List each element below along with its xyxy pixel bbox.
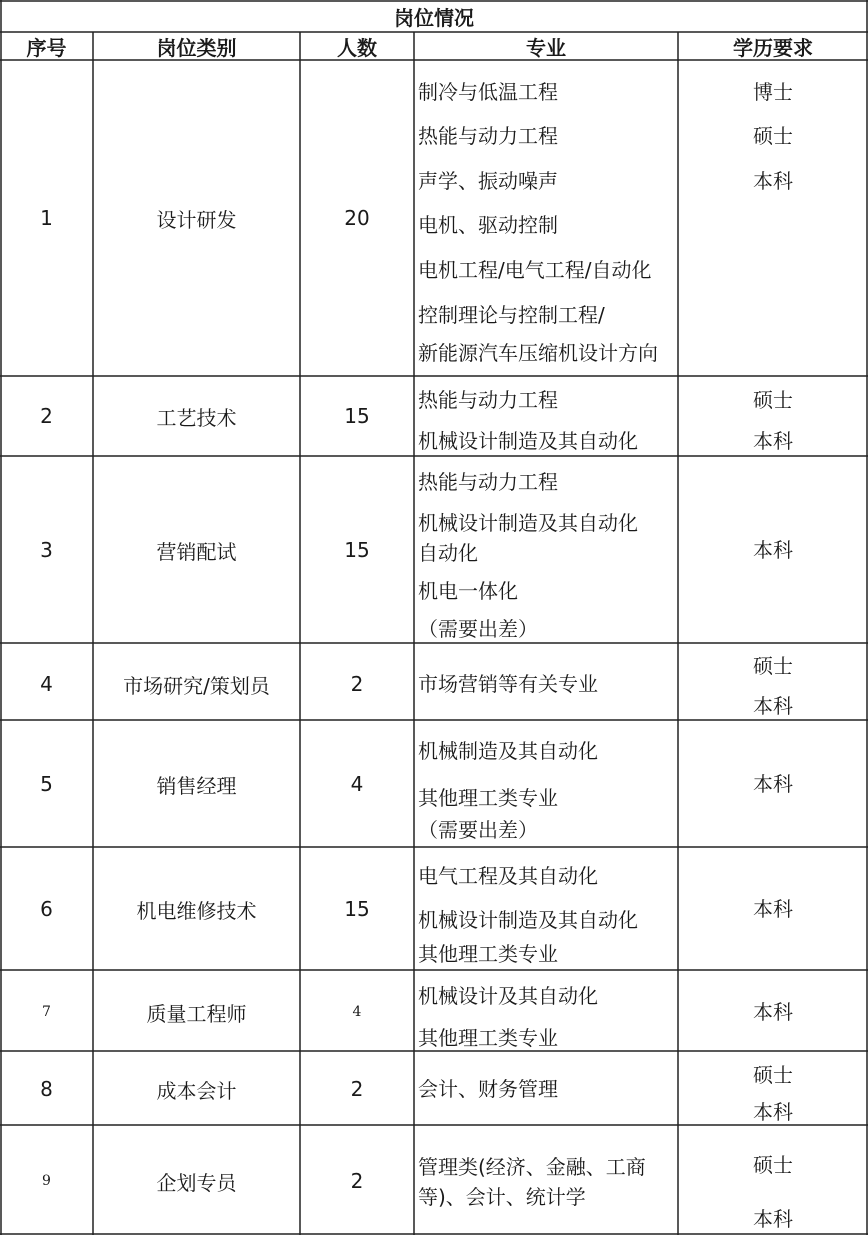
row-major-cell xyxy=(414,643,678,720)
row-count-cell: 4 xyxy=(352,1004,362,1020)
education-line: 本科 xyxy=(753,772,793,796)
education-line: 硕士 xyxy=(753,1063,793,1087)
row-count-cell: 15 xyxy=(344,897,370,921)
row-category-cell: 销售经理 xyxy=(156,773,237,798)
row-category-cell: 营销配试 xyxy=(156,539,237,564)
row-major-cell xyxy=(414,1125,678,1235)
major-line: （需要出差） xyxy=(418,617,538,641)
row-education-cell xyxy=(678,847,868,970)
row-count-cell: 2 xyxy=(350,1077,364,1101)
row-major-cell xyxy=(414,376,678,456)
major-line: 热能与动力工程 xyxy=(418,124,558,148)
row-index-cell: 2 xyxy=(40,404,53,428)
row-major-cell xyxy=(414,1051,678,1125)
row-major-cell xyxy=(414,720,678,847)
table-title: 岗位情况 xyxy=(394,5,474,30)
row-category-cell: 成本会计 xyxy=(156,1078,237,1103)
education-line: 硕士 xyxy=(753,124,793,148)
row-category-cell: 工艺技术 xyxy=(156,405,237,430)
education-line: 硕士 xyxy=(753,388,793,412)
major-line: 机械设计制造及其自动化 xyxy=(418,429,638,453)
row-education-cell xyxy=(678,376,868,456)
row-index-cell: 4 xyxy=(40,672,53,696)
row-education-cell xyxy=(678,970,868,1051)
header-count: 人数 xyxy=(337,35,377,60)
major-line: 机械设计及其自动化 xyxy=(418,984,598,1008)
row-category-cell: 质量工程师 xyxy=(146,1001,247,1026)
education-line: 本科 xyxy=(753,694,793,718)
education-line: 本科 xyxy=(753,169,793,193)
major-line: 管理类(经济、金融、工商 xyxy=(418,1155,646,1179)
education-line: 本科 xyxy=(753,1000,793,1024)
major-line: 机械设计制造及其自动化 xyxy=(418,511,638,535)
row-major-cell xyxy=(414,970,678,1051)
major-line: 等)、会计、统计学 xyxy=(418,1185,586,1209)
education-line: 本科 xyxy=(753,1100,793,1124)
major-line: 电机工程/电气工程/自动化 xyxy=(418,258,652,282)
major-line: 电机、驱动控制 xyxy=(418,213,558,237)
major-line: （需要出差） xyxy=(418,818,538,842)
row-count-cell: 15 xyxy=(344,538,370,562)
row-count-cell: 2 xyxy=(350,672,364,696)
row-count-cell: 2 xyxy=(350,1169,364,1193)
row-major-cell xyxy=(414,456,678,643)
major-line: 机械制造及其自动化 xyxy=(418,739,598,763)
row-index-cell: 8 xyxy=(40,1077,53,1101)
row-category-cell: 机电维修技术 xyxy=(136,898,257,923)
major-line: 自动化 xyxy=(418,541,478,565)
row-index-cell: 7 xyxy=(42,1004,51,1020)
row-education-cell xyxy=(678,1051,868,1125)
major-line: 机电一体化 xyxy=(418,579,518,603)
header-index: 序号 xyxy=(26,35,67,60)
education-line: 硕士 xyxy=(753,654,793,678)
major-line: 其他理工类专业 xyxy=(418,786,558,810)
education-line: 硕士 xyxy=(753,1153,793,1177)
row-education-cell xyxy=(678,1125,868,1235)
major-line: 电气工程及其自动化 xyxy=(418,864,598,888)
row-count-cell: 15 xyxy=(344,404,370,428)
row-major-cell xyxy=(414,847,678,970)
row-education-cell xyxy=(678,643,868,720)
major-line: 其他理工类专业 xyxy=(418,942,558,966)
education-line: 博士 xyxy=(753,80,793,104)
major-line: 热能与动力工程 xyxy=(418,470,558,494)
major-line: 控制理论与控制工程/ xyxy=(418,303,605,327)
education-line: 本科 xyxy=(753,897,793,921)
row-index-cell: 1 xyxy=(40,206,53,230)
row-category-cell: 设计研发 xyxy=(156,207,237,232)
row-category-cell: 市场研究/策划员 xyxy=(123,673,270,698)
row-index-cell: 3 xyxy=(40,538,53,562)
major-line: 声学、振动噪声 xyxy=(418,169,558,193)
header-education: 学历要求 xyxy=(733,35,813,60)
major-line: 热能与动力工程 xyxy=(418,388,558,412)
row-count-cell: 4 xyxy=(350,772,364,796)
major-line: 机械设计制造及其自动化 xyxy=(418,908,638,932)
row-index-cell: 5 xyxy=(40,772,53,796)
row-category-cell: 企划专员 xyxy=(156,1170,237,1195)
row-count-cell: 20 xyxy=(344,206,370,230)
major-line: 会计、财务管理 xyxy=(418,1077,558,1101)
row-index-cell: 6 xyxy=(40,897,53,921)
major-line: 新能源汽车压缩机设计方向 xyxy=(418,341,658,365)
major-line: 其他理工类专业 xyxy=(418,1026,558,1050)
row-education-cell xyxy=(678,720,868,847)
row-major-cell xyxy=(414,60,678,376)
education-line: 本科 xyxy=(753,1207,793,1231)
row-education-cell xyxy=(678,456,868,643)
major-line: 制冷与低温工程 xyxy=(418,80,558,104)
header-category: 岗位类别 xyxy=(156,35,237,60)
major-line: 市场营销等有关专业 xyxy=(418,672,598,696)
education-line: 本科 xyxy=(753,429,793,453)
education-line: 本科 xyxy=(753,538,793,562)
row-index-cell: 9 xyxy=(42,1173,51,1189)
header-major: 专业 xyxy=(526,35,566,60)
row-education-cell xyxy=(678,60,868,376)
